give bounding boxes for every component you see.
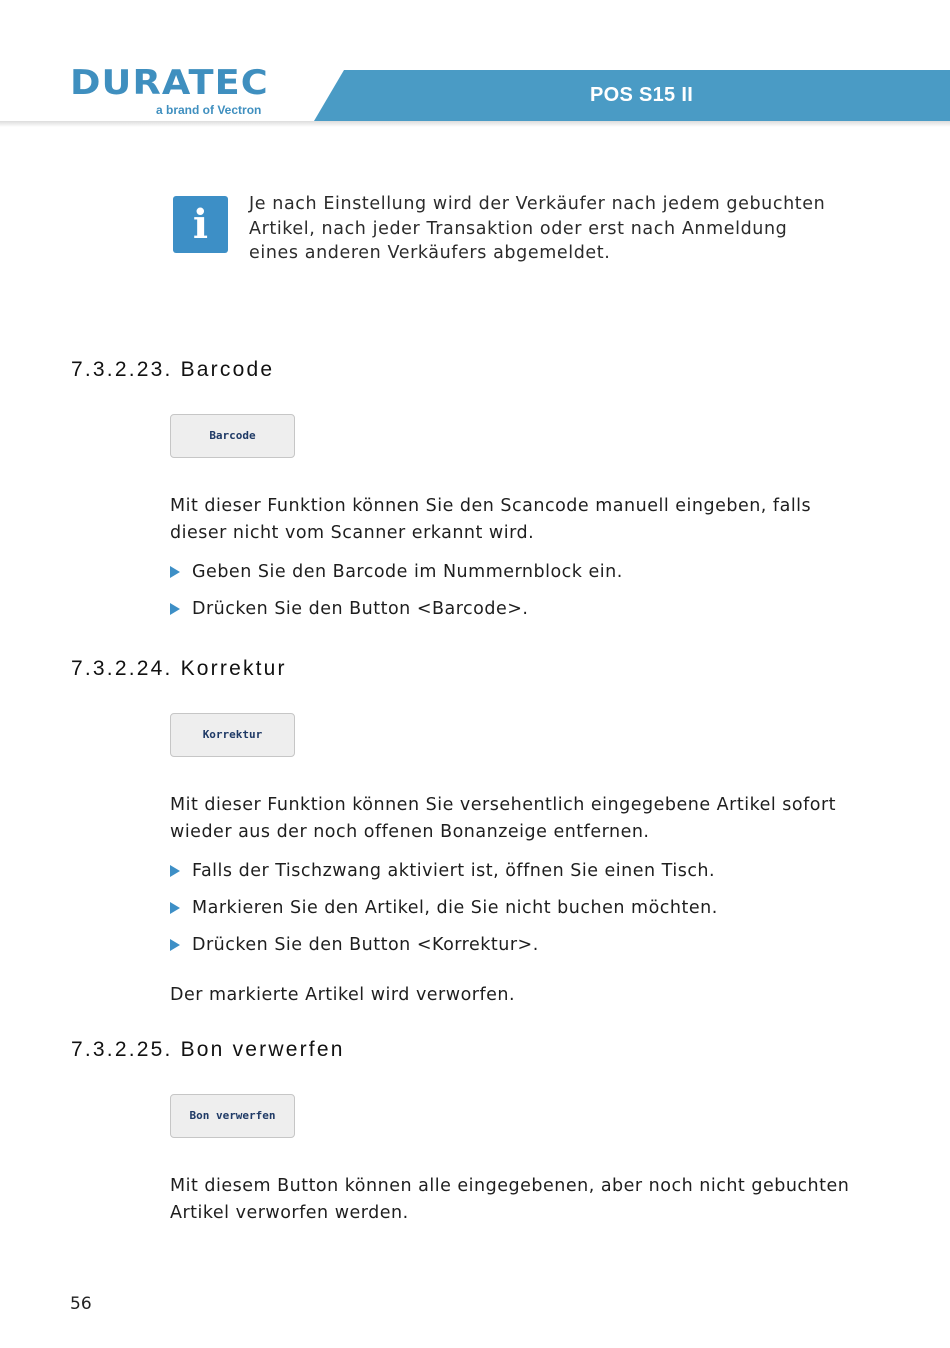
barcode-button[interactable]: Barcode <box>170 414 295 458</box>
list-item-text: Geben Sie den Barcode im Nummernblock ein. <box>192 562 623 582</box>
section-title: Barcode <box>180 358 275 381</box>
list-item-text: Drücken Sie den Button <Barcode>. <box>192 599 529 619</box>
section-heading-korrektur <box>71 657 287 681</box>
bullet-triangle-icon <box>170 939 180 951</box>
list-item <box>170 859 850 883</box>
section-title: Bon verwerfen <box>180 1038 345 1061</box>
section-paragraph: Mit dieser Funktion können Sie den Scancode manuell eingeben, falls dieser nicht vom Scanner erkannt wird. <box>170 496 812 543</box>
section-note: Der markierte Artikel wird verworfen. <box>170 985 516 1005</box>
brand-logo-tagline: a brand of Vectron <box>156 103 262 117</box>
bullet-triangle-icon <box>170 566 180 578</box>
section-title: Korrektur <box>180 657 287 680</box>
page-header <box>0 0 950 130</box>
header-shadow <box>0 121 950 127</box>
section-paragraph: Mit diesem Button können alle eingegebenen, aber noch nicht gebuchten Artikel verworfen werden. <box>170 1176 850 1223</box>
list-item <box>170 597 850 621</box>
section-number: 7.3.2.25. <box>71 1038 173 1061</box>
section-paragraph: Mit dieser Funktion können Sie versehentlich eingegebene Artikel sofort wieder aus der noch offenen Bonanzeige entfernen. <box>170 795 837 842</box>
brand-logo-wordmark: DURATEC <box>70 63 269 103</box>
korrektur-button[interactable]: Korrektur <box>170 713 295 757</box>
section-number: 7.3.2.24. <box>71 657 173 680</box>
bullet-triangle-icon <box>170 865 180 877</box>
list-item <box>170 933 850 957</box>
bon-verwerfen-button[interactable]: Bon verwerfen <box>170 1094 295 1138</box>
list-item <box>170 896 850 920</box>
list-item-text: Falls der Tischzwang aktiviert ist, öffnen Sie einen Tisch. <box>192 861 716 881</box>
brand-logo <box>70 63 269 117</box>
page-number: 56 <box>70 1294 92 1314</box>
bullet-triangle-icon <box>170 902 180 914</box>
section-number: 7.3.2.23. <box>71 358 173 381</box>
list-item <box>170 560 850 584</box>
info-icon: i <box>173 196 228 253</box>
product-name: POS S15 II <box>590 84 694 106</box>
bullet-triangle-icon <box>170 603 180 615</box>
info-note: Je nach Einstellung wird der Verkäufer nach jedem gebuchten Artikel, nach jeder Transaktion oder erst nach Anmeldung eines anderen Verkäufers abgemeldet. <box>249 194 826 263</box>
section-heading-bon-verwerfen <box>71 1038 345 1062</box>
section-heading-barcode <box>71 358 274 382</box>
list-item-text: Drücken Sie den Button <Korrektur>. <box>192 935 539 955</box>
list-item-text: Markieren Sie den Artikel, die Sie nicht buchen möchten. <box>192 898 718 918</box>
